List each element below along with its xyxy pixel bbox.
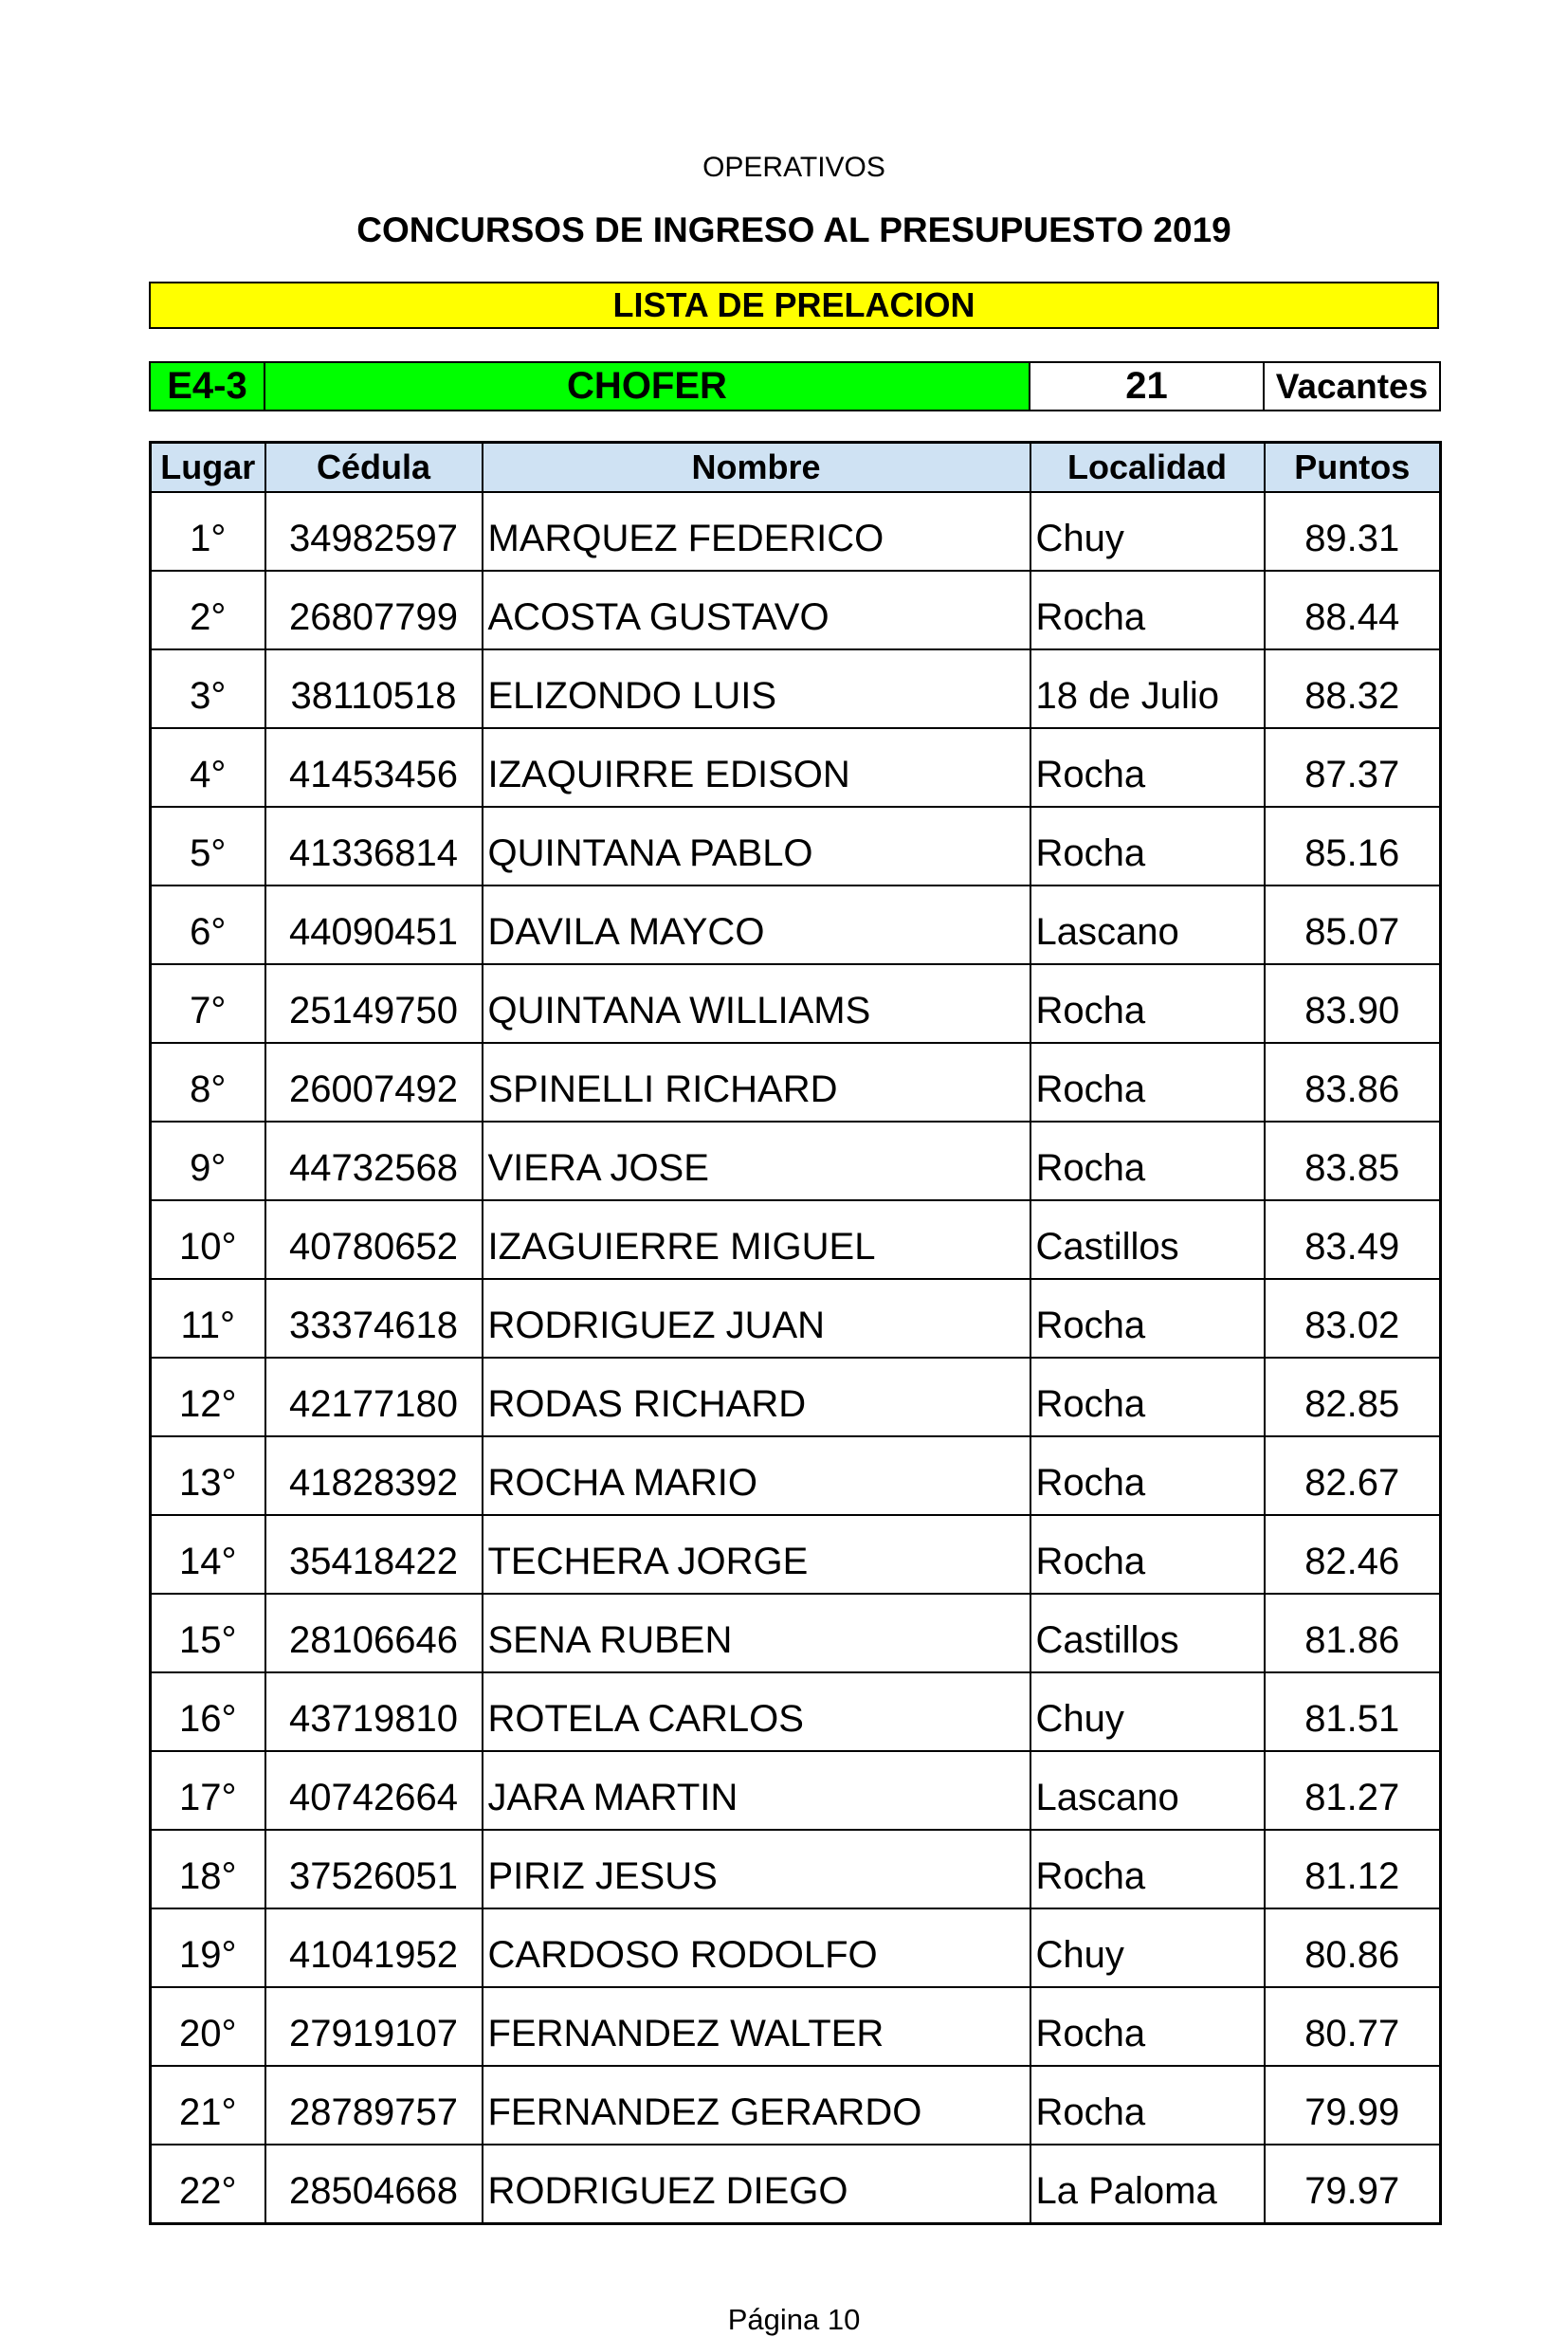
- cell-lugar: 4°: [151, 728, 265, 807]
- cell-nombre: RODRIGUEZ JUAN: [483, 1279, 1030, 1358]
- vacancy-label: Vacantes: [1264, 362, 1440, 411]
- cell-lugar: 17°: [151, 1751, 265, 1830]
- cell-puntos: 83.49: [1265, 1200, 1441, 1279]
- cell-cedula: 42177180: [265, 1358, 483, 1436]
- cell-localidad: Rocha: [1030, 1043, 1265, 1122]
- cell-puntos: 81.51: [1265, 1672, 1441, 1751]
- table-row: [151, 1122, 1441, 1200]
- cell-lugar: 13°: [151, 1436, 265, 1515]
- cell-localidad: Rocha: [1030, 728, 1265, 807]
- cell-nombre: RODRIGUEZ DIEGO: [483, 2145, 1030, 2224]
- cell-puntos: 83.86: [1265, 1043, 1441, 1122]
- cell-localidad: La Paloma: [1030, 2145, 1265, 2224]
- cell-lugar: 9°: [151, 1122, 265, 1200]
- cell-nombre: DAVILA MAYCO: [483, 886, 1030, 964]
- cell-lugar: 21°: [151, 2066, 265, 2145]
- table-row: [151, 1908, 1441, 1987]
- cell-nombre: QUINTANA WILLIAMS: [483, 964, 1030, 1043]
- cell-puntos: 80.77: [1265, 1987, 1441, 2066]
- cell-puntos: 80.86: [1265, 1908, 1441, 1987]
- cell-puntos: 83.02: [1265, 1279, 1441, 1358]
- cell-cedula: 35418422: [265, 1515, 483, 1594]
- cell-puntos: 83.90: [1265, 964, 1441, 1043]
- cell-localidad: Lascano: [1030, 1751, 1265, 1830]
- table-row: [151, 492, 1441, 571]
- table-row: [151, 1594, 1441, 1672]
- cell-lugar: 2°: [151, 571, 265, 649]
- table-row: [151, 964, 1441, 1043]
- table-body: [151, 492, 1441, 2224]
- table-row: [151, 807, 1441, 886]
- cell-puntos: 81.27: [1265, 1751, 1441, 1830]
- prelation-table: [149, 441, 1442, 2225]
- category-name: CHOFER: [264, 362, 1030, 411]
- table-row: [151, 649, 1441, 728]
- cell-lugar: 6°: [151, 886, 265, 964]
- cell-localidad: Chuy: [1030, 492, 1265, 571]
- cell-cedula: 37526051: [265, 1830, 483, 1908]
- cell-localidad: Castillos: [1030, 1200, 1265, 1279]
- cell-lugar: 14°: [151, 1515, 265, 1594]
- cell-nombre: CARDOSO RODOLFO: [483, 1908, 1030, 1987]
- col-header-nombre: Nombre: [483, 443, 1030, 493]
- cell-nombre: QUINTANA PABLO: [483, 807, 1030, 886]
- cell-lugar: 19°: [151, 1908, 265, 1987]
- cell-puntos: 82.67: [1265, 1436, 1441, 1515]
- cell-cedula: 38110518: [265, 649, 483, 728]
- cell-cedula: 43719810: [265, 1672, 483, 1751]
- cell-cedula: 41336814: [265, 807, 483, 886]
- cell-nombre: IZAQUIRRE EDISON: [483, 728, 1030, 807]
- cell-nombre: SPINELLI RICHARD: [483, 1043, 1030, 1122]
- cell-localidad: Rocha: [1030, 807, 1265, 886]
- cell-nombre: FERNANDEZ WALTER: [483, 1987, 1030, 2066]
- cell-cedula: 34982597: [265, 492, 483, 571]
- cell-puntos: 79.99: [1265, 2066, 1441, 2145]
- cell-lugar: 12°: [151, 1358, 265, 1436]
- cell-cedula: 26807799: [265, 571, 483, 649]
- cell-lugar: 22°: [151, 2145, 265, 2224]
- cell-localidad: Castillos: [1030, 1594, 1265, 1672]
- cell-nombre: TECHERA JORGE: [483, 1515, 1030, 1594]
- cell-cedula: 26007492: [265, 1043, 483, 1122]
- cell-lugar: 11°: [151, 1279, 265, 1358]
- cell-nombre: ELIZONDO LUIS: [483, 649, 1030, 728]
- cell-cedula: 44732568: [265, 1122, 483, 1200]
- table-row: [151, 1672, 1441, 1751]
- table-row: [151, 571, 1441, 649]
- cell-localidad: Rocha: [1030, 1830, 1265, 1908]
- cell-localidad: Rocha: [1030, 964, 1265, 1043]
- cell-puntos: 89.31: [1265, 492, 1441, 571]
- cell-cedula: 44090451: [265, 886, 483, 964]
- cell-puntos: 82.85: [1265, 1358, 1441, 1436]
- cell-puntos: 79.97: [1265, 2145, 1441, 2224]
- cell-nombre: ROTELA CARLOS: [483, 1672, 1030, 1751]
- col-header-cedula: Cédula: [265, 443, 483, 493]
- cell-puntos: 88.44: [1265, 571, 1441, 649]
- cell-cedula: 41828392: [265, 1436, 483, 1515]
- cell-nombre: JARA MARTIN: [483, 1751, 1030, 1830]
- cell-cedula: 25149750: [265, 964, 483, 1043]
- cell-cedula: 28789757: [265, 2066, 483, 2145]
- cell-lugar: 18°: [151, 1830, 265, 1908]
- col-header-lugar: Lugar: [151, 443, 265, 493]
- cell-localidad: Rocha: [1030, 1515, 1265, 1594]
- cell-nombre: VIERA JOSE: [483, 1122, 1030, 1200]
- cell-nombre: ROCHA MARIO: [483, 1436, 1030, 1515]
- cell-cedula: 28504668: [265, 2145, 483, 2224]
- table-row: [151, 728, 1441, 807]
- cell-nombre: MARQUEZ FEDERICO: [483, 492, 1030, 571]
- cell-puntos: 85.16: [1265, 807, 1441, 886]
- cell-puntos: 82.46: [1265, 1515, 1441, 1594]
- cell-localidad: Rocha: [1030, 2066, 1265, 2145]
- cell-lugar: 16°: [151, 1672, 265, 1751]
- cell-lugar: 10°: [151, 1200, 265, 1279]
- category-row: [150, 362, 1440, 411]
- cell-puntos: 81.12: [1265, 1830, 1441, 1908]
- cell-cedula: 41041952: [265, 1908, 483, 1987]
- cell-localidad: Rocha: [1030, 1436, 1265, 1515]
- cell-lugar: 7°: [151, 964, 265, 1043]
- cell-localidad: Rocha: [1030, 1279, 1265, 1358]
- prelation-banner: LISTA DE PRELACION: [149, 282, 1439, 329]
- table-row: [151, 1515, 1441, 1594]
- cell-cedula: 27919107: [265, 1987, 483, 2066]
- table-row: [151, 1279, 1441, 1358]
- table-row: [151, 1043, 1441, 1122]
- cell-cedula: 33374618: [265, 1279, 483, 1358]
- cell-puntos: 87.37: [1265, 728, 1441, 807]
- table-row: [151, 886, 1441, 964]
- cell-puntos: 81.86: [1265, 1594, 1441, 1672]
- cell-localidad: Chuy: [1030, 1908, 1265, 1987]
- table-row: [151, 2066, 1441, 2145]
- cell-puntos: 88.32: [1265, 649, 1441, 728]
- category-bar: [149, 361, 1441, 411]
- cell-localidad: Rocha: [1030, 1987, 1265, 2066]
- cell-lugar: 20°: [151, 1987, 265, 2066]
- category-code: E4-3: [150, 362, 264, 411]
- cell-lugar: 15°: [151, 1594, 265, 1672]
- col-header-puntos: Puntos: [1265, 443, 1441, 493]
- cell-localidad: Rocha: [1030, 571, 1265, 649]
- table-row: [151, 1436, 1441, 1515]
- cell-puntos: 83.85: [1265, 1122, 1441, 1200]
- cell-localidad: Chuy: [1030, 1672, 1265, 1751]
- table-header-row: [151, 443, 1441, 493]
- cell-cedula: 40742664: [265, 1751, 483, 1830]
- vacancy-count: 21: [1030, 362, 1264, 411]
- cell-cedula: 28106646: [265, 1594, 483, 1672]
- cell-localidad: Rocha: [1030, 1358, 1265, 1436]
- cell-cedula: 41453456: [265, 728, 483, 807]
- cell-localidad: 18 de Julio: [1030, 649, 1265, 728]
- cell-cedula: 40780652: [265, 1200, 483, 1279]
- cell-localidad: Rocha: [1030, 1122, 1265, 1200]
- cell-lugar: 8°: [151, 1043, 265, 1122]
- table-row: [151, 1830, 1441, 1908]
- cell-lugar: 1°: [151, 492, 265, 571]
- cell-localidad: Lascano: [1030, 886, 1265, 964]
- cell-nombre: FERNANDEZ GERARDO: [483, 2066, 1030, 2145]
- cell-nombre: PIRIZ JESUS: [483, 1830, 1030, 1908]
- table-row: [151, 1200, 1441, 1279]
- cell-lugar: 5°: [151, 807, 265, 886]
- table-row: [151, 2145, 1441, 2224]
- table-row: [151, 1751, 1441, 1830]
- table-row: [151, 1358, 1441, 1436]
- cell-nombre: RODAS RICHARD: [483, 1358, 1030, 1436]
- col-header-localidad: Localidad: [1030, 443, 1265, 493]
- cell-nombre: SENA RUBEN: [483, 1594, 1030, 1672]
- page-title: CONCURSOS DE INGRESO AL PRESUPUESTO 2019: [356, 210, 1231, 249]
- cell-nombre: ACOSTA GUSTAVO: [483, 571, 1030, 649]
- page-number: Página 10: [727, 2303, 861, 2336]
- section-label: OPERATIVOS: [702, 152, 885, 183]
- cell-lugar: 3°: [151, 649, 265, 728]
- cell-nombre: IZAGUIERRE MIGUEL: [483, 1200, 1030, 1279]
- document-page: [149, 0, 1439, 2337]
- table-row: [151, 1987, 1441, 2066]
- cell-puntos: 85.07: [1265, 886, 1441, 964]
